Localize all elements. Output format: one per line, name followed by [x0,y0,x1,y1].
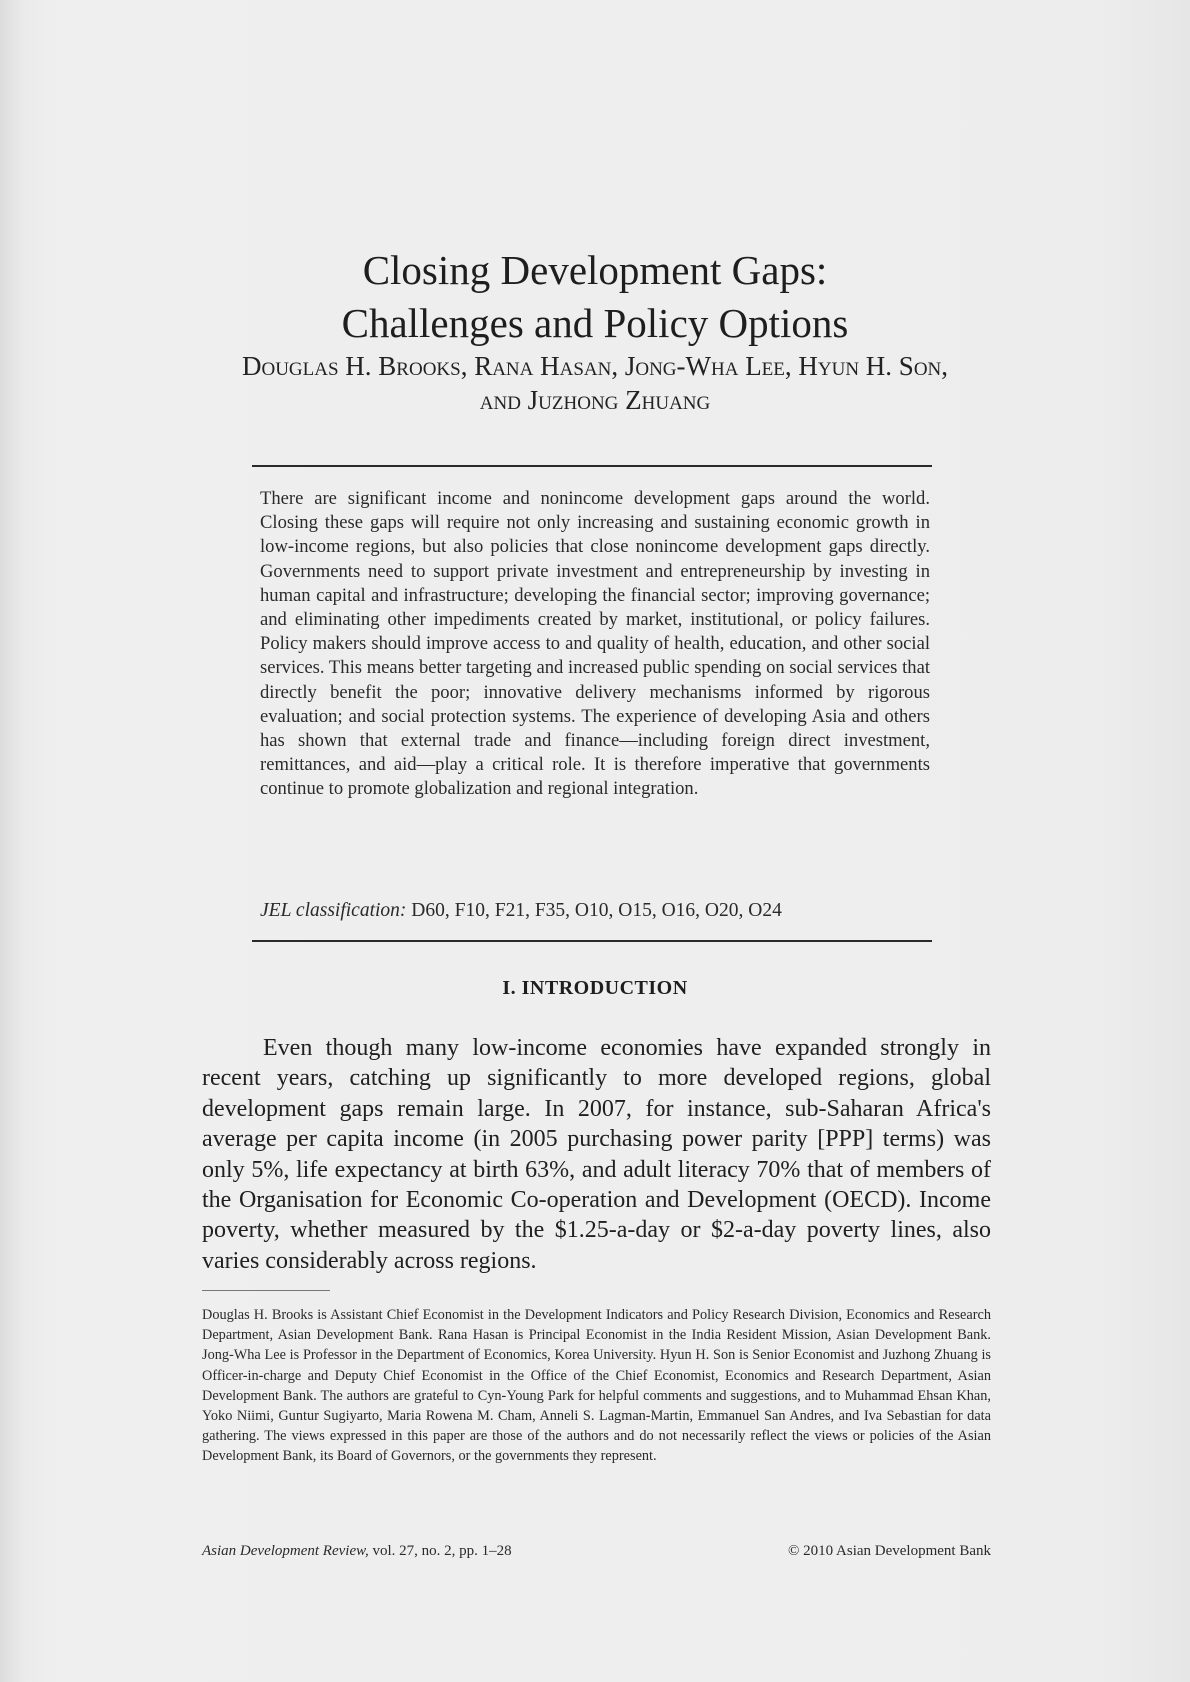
author-footnote: Douglas H. Brooks is Assistant Chief Economist in the Development Indicators and Policy Research Division, Economics and Research Department, Asian Development Bank. Rana Hasan is Principal Economist in the India Resident Mission, Asian Development Bank. Jong-Wha Lee is Professor in the Department of Economics, Korea University. Hyun H. Son is Senior Economist and Juzhong Zhuang is Officer-in-charge and Deputy Chief Economist in the Office of the Chief Economist, Economics and Research Department, Asian Development Bank. The authors are grateful to Cyn-Young Park for helpful comments and suggestions, and to Muhammad Ehsan Khan, Yoko Niimi, Guntur Sugiyarto, Maria Rowena M. Cham, Anneli S. Lagman-Martin, Emmanuel San Andres, and Iva Sebastian for data gathering. The views expressed in this paper are those of the authors and do not necessarily reflect the views or policies of the Asian Development Bank, its Board of Governors, or the governments they represent. [202,1307,991,1465]
jel-classification [260,898,782,924]
journal-volume: vol. 27, no. 2, pp. 1–28 [372,1543,512,1559]
footnote-rule [202,1290,330,1291]
jel-codes: D60, F10, F21, F35, O10, O15, O16, O20, O24 [411,900,782,921]
journal-citation [202,1543,512,1560]
journal-name: Asian Development Review, [202,1543,369,1559]
copyright-notice: © 2010 Asian Development Bank [787,1543,991,1559]
abstract-bottom-rule [252,940,932,942]
section-heading: I. INTRODUCTION [502,977,688,999]
author-list-line-2: and Juzhong Zhuang [479,385,711,415]
abstract-top-rule [252,465,932,467]
intro-paragraph: Even though many low-income economies have expanded strongly in recent years, catching up significantly to more developed regions, global development gaps remain large. In 2007, for instance, sub-Saharan Africa's average per capita income (in 2005 purchasing power parity [PPP] terms) was only 5%, life expectancy at birth 63%, and adult literacy 70% that of members of the Organisation for Economic Co-operation and Development (OECD). Income poverty, whether measured by the $1.25-a-day or $2-a-day poverty lines, also varies considerably across regions. [202,1035,991,1274]
jel-label: JEL classification: [260,900,407,921]
author-list-line-1: Douglas H. Brooks, Rana Hasan, Jong-Wha Lee, Hyun H. Son, [241,351,949,381]
abstract-text: There are significant income and nonincome development gaps around the world. Closing these gaps will require not only increasing and sustaining economic growth in low-income regions, but also policies that close nonincome development gaps directly. Governments need to support private investment and entrepreneurship by investing in human capital and infrastructure; developing the financial sector; improving governance; and eliminating other impediments created by market, institutional, or policy failures. Policy makers should improve access to and quality of health, education, and other social services. This means better targeting and increased public spending on social services that directly benefit the poor; innovative delivery mechanisms informed by rigorous evaluation; and social protection systems. The experience of developing Asia and others has shown that external trade and finance—including foreign direct investment, remittances, and aid—play a critical role. It is therefore imperative that governments continue to promote globalization and regional integration. [260,488,930,800]
paper-title-line-2: Challenges and Policy Options [341,300,849,346]
paper-title-line-1: Closing Development Gaps: [362,247,828,293]
